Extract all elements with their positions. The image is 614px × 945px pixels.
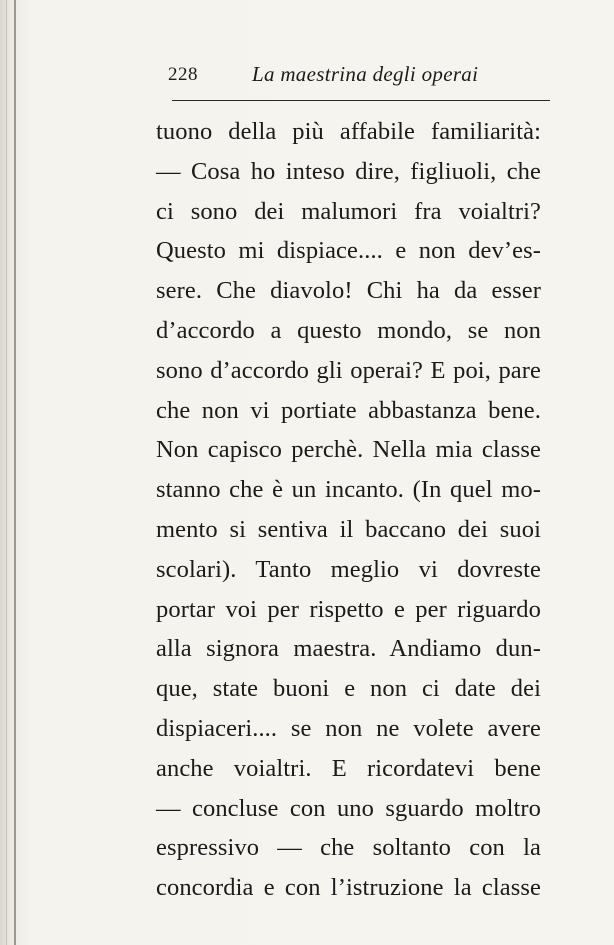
text-line: scolari). Tanto meglio vi dovreste [156,555,541,583]
text-line: Questo mi dispiace.... e non dev’es- [156,237,541,265]
text-line: sono d’accordo gli operai? E poi, pare [156,356,541,384]
text-line: Non capisco perchè. Nella mia classe [156,436,541,464]
running-title: La maestrina degli operai [252,62,479,86]
text-line: sere. Che diavolo! Chi ha da esser [156,277,541,305]
text-line: stanno che è un incanto. (In quel mo- [156,476,541,504]
text-line: concordia e con l’istruzione la classe [156,874,541,902]
text-line: alla signora maestra. Andiamo dun- [156,635,541,663]
text-line: anche voialtri. E ricordatevi bene [156,754,541,782]
text-line: que, state buoni e non ci date dei [156,675,541,703]
text-line: portar voi per rispetto e per riguardo [156,595,541,623]
text-line: dispiaceri.... se non ne volete avere [156,714,541,742]
text-line: d’accordo a questo mondo, se non [156,316,541,344]
text-line: — concluse con uno sguardo moltro [156,794,541,822]
text-line: che non vi portiate abbastanza bene. [156,396,541,424]
text-line: ci sono dei malumori fra voialtri? [156,197,541,225]
header-rule [172,100,550,101]
text-line: espressivo — che soltanto con la [156,834,541,862]
text-line: mento si sentiva il baccano dei suoi [156,515,541,543]
text-line: tuono della più affabile familiarità: [156,118,541,145]
page-number: 228 [168,64,198,85]
binding-edge [14,0,16,945]
binding-shadow [6,0,7,945]
running-head [168,58,548,92]
body-text [156,112,541,908]
text-line: — Cosa ho inteso dire, figliuoli, che [156,157,541,185]
